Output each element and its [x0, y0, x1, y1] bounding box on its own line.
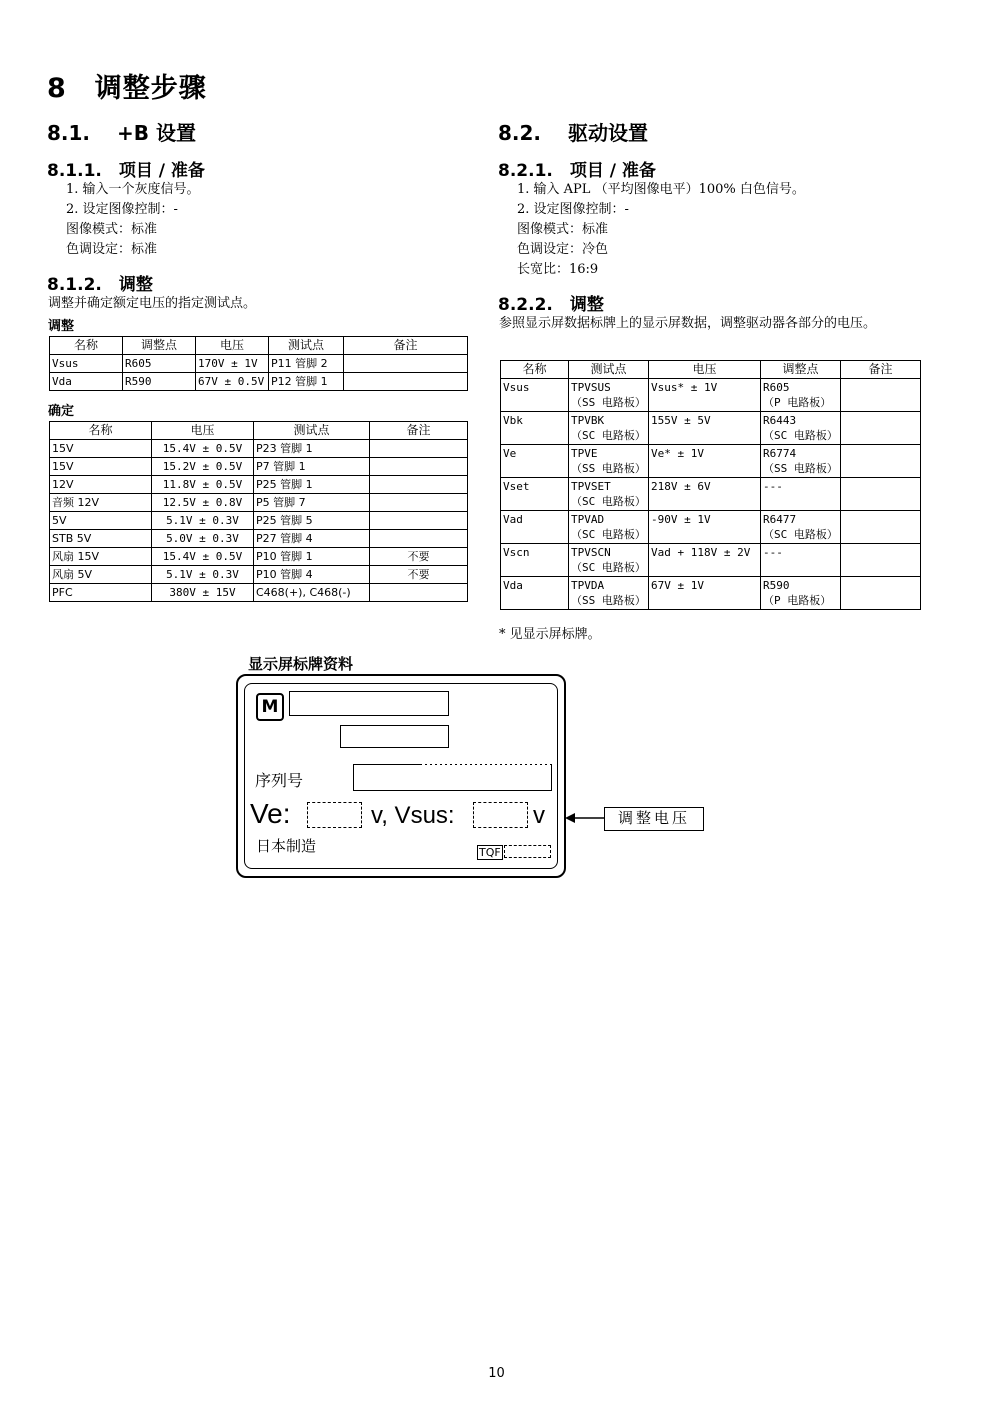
table-row	[501, 544, 921, 577]
serial-label: 序列号	[255, 771, 304, 790]
table-cell: Vscn	[501, 544, 569, 577]
table-header: 备注	[344, 337, 468, 355]
table-header: 测试点	[254, 422, 370, 440]
table-cell: 5.1V ± 0.3V	[152, 566, 254, 584]
table-cell	[370, 494, 468, 512]
adjust-point: R590	[763, 579, 790, 592]
table-cell: 风扇 15V	[50, 548, 152, 566]
table-cell: Vad + 118V ± 2V	[649, 544, 761, 577]
board-note: （P 电路板）	[763, 594, 832, 607]
table-header: 备注	[370, 422, 468, 440]
arrow-left-icon	[565, 810, 607, 826]
section-description: 调整并确定额定电压的指定测试点。	[48, 296, 257, 311]
adjust-point: R6477	[763, 513, 797, 526]
table-cell: Vbk	[501, 412, 569, 445]
page-title: 8 调整步骤	[47, 73, 207, 104]
table-cell: Ve* ± 1V	[649, 445, 761, 478]
table-header-row	[50, 337, 468, 355]
table-cell: 15.4V ± 0.5V	[152, 548, 254, 566]
table-row	[50, 458, 468, 476]
nameplate-title: 显示屏标牌资料	[248, 655, 354, 673]
adjust-point: R6443	[763, 414, 797, 427]
table-row	[50, 548, 468, 566]
board-note: （SC 电路板）	[763, 528, 838, 541]
serial-box	[353, 764, 552, 791]
table-cell	[344, 355, 468, 373]
model-sub-box	[340, 725, 449, 748]
table-cell: 不要	[370, 566, 468, 584]
table-cell	[569, 511, 649, 544]
adjust-table	[49, 336, 468, 391]
table-row	[50, 373, 468, 391]
test-point: TPVSET	[571, 480, 611, 493]
table-cell: P10 管脚 1	[254, 548, 370, 566]
confirm-table	[49, 421, 468, 602]
test-point: TPVSCN	[571, 546, 611, 559]
table-cell	[569, 577, 649, 610]
table-row	[50, 512, 468, 530]
table-cell: 5V	[50, 512, 152, 530]
table-cell: 218V ± 6V	[649, 478, 761, 511]
table-row	[50, 530, 468, 548]
board-note: （SC 电路板）	[571, 495, 646, 508]
prep-list-8-2-1	[517, 180, 805, 280]
table-cell	[761, 478, 841, 511]
table-cell: P27 管脚 4	[254, 530, 370, 548]
list-item: 长宽比：16:9	[517, 262, 599, 277]
table-cell: 67V ± 0.5V	[196, 373, 269, 391]
made-in-label: 日本制造	[256, 837, 317, 855]
table-cell	[370, 584, 468, 602]
table-cell	[370, 458, 468, 476]
table-cell: R605	[123, 355, 196, 373]
table-cell	[370, 512, 468, 530]
table-cell	[761, 544, 841, 577]
table-row	[501, 577, 921, 610]
table-cell	[569, 445, 649, 478]
table-cell	[761, 445, 841, 478]
table-cell: 12V	[50, 476, 152, 494]
table-cell: Vda	[501, 577, 569, 610]
table-header: 名称	[501, 361, 569, 379]
table-header: 电压	[196, 337, 269, 355]
table-cell	[841, 544, 921, 577]
table-cell: 不要	[370, 548, 468, 566]
board-note: （SS 电路板）	[571, 594, 646, 607]
section-heading-8-1-2: 8.1.2. 调整	[47, 275, 153, 295]
table-cell	[569, 379, 649, 412]
table-cell: 音频 12V	[50, 494, 152, 512]
table-cell: 380V ± 15V	[152, 584, 254, 602]
adjust-label: 调整	[48, 319, 75, 334]
table-row	[50, 584, 468, 602]
table-cell	[344, 373, 468, 391]
table-cell	[370, 440, 468, 458]
table-row	[50, 440, 468, 458]
test-point: TPVAD	[571, 513, 605, 526]
table-cell: 5.0V ± 0.3V	[152, 530, 254, 548]
table-cell: P23 管脚 1	[254, 440, 370, 458]
table-cell	[841, 511, 921, 544]
board-note: （SC 电路板）	[571, 561, 646, 574]
table-row	[501, 412, 921, 445]
adjust-point: R605	[763, 381, 790, 394]
table-cell	[761, 511, 841, 544]
confirm-label: 确定	[48, 404, 75, 419]
table-cell: Vsus	[50, 355, 123, 373]
table-cell: P10 管脚 4	[254, 566, 370, 584]
adjust-voltage-callout: 调整电压	[604, 807, 704, 831]
table-cell	[841, 445, 921, 478]
adjust-point: ---	[763, 480, 783, 493]
test-point: TPVBK	[571, 414, 605, 427]
vsus-label: v, Vsus:	[371, 802, 455, 829]
tqf-code: TQF	[479, 846, 501, 859]
list-item: 1. 输入 APL （平均图像电平）100% 白色信号。	[517, 182, 805, 197]
list-item: 图像模式：标准	[517, 222, 609, 237]
table-cell: 风扇 5V	[50, 566, 152, 584]
table-header-row	[50, 422, 468, 440]
board-note: （SS 电路板）	[571, 396, 646, 409]
table-cell: P5 管脚 7	[254, 494, 370, 512]
table-cell: 170V ± 1V	[196, 355, 269, 373]
ve-value-box	[307, 802, 362, 828]
table-header: 电压	[649, 361, 761, 379]
table-cell: Ve	[501, 445, 569, 478]
table-header: 测试点	[269, 337, 344, 355]
section-description: 参照显示屏数据标牌上的显示屏数据，调整驱动器各部分的电压。	[499, 316, 877, 331]
list-item: 图像模式：标准	[66, 222, 158, 237]
board-note: （P 电路板）	[763, 396, 832, 409]
table-header: 电压	[152, 422, 254, 440]
table-header: 调整点	[123, 337, 196, 355]
table-cell: PFC	[50, 584, 152, 602]
drive-table	[500, 360, 921, 610]
table-cell	[370, 530, 468, 548]
table-cell: P11 管脚 2	[269, 355, 344, 373]
table-header: 名称	[50, 337, 123, 355]
table-row	[501, 511, 921, 544]
section-heading-8-2: 8.2. 驱动设置	[498, 121, 648, 145]
list-item: 1. 输入一个灰度信号。	[66, 182, 200, 197]
table-cell	[569, 544, 649, 577]
table-cell: P25 管脚 5	[254, 512, 370, 530]
board-note: （SS 电路板）	[571, 462, 646, 475]
table-cell: C468(+), C468(-)	[254, 584, 370, 602]
table-cell: 11.8V ± 0.5V	[152, 476, 254, 494]
table-header-row	[501, 361, 921, 379]
adjust-point: R6774	[763, 447, 797, 460]
section-heading-8-1: 8.1. +B 设置	[47, 121, 196, 145]
table-cell	[841, 577, 921, 610]
board-note: （SC 电路板）	[763, 429, 838, 442]
section-heading-8-2-2: 8.2.2. 调整	[498, 295, 604, 315]
board-note: （SC 电路板）	[571, 528, 646, 541]
table-cell: 155V ± 5V	[649, 412, 761, 445]
table-cell: 15V	[50, 458, 152, 476]
table-cell: Vset	[501, 478, 569, 511]
table-cell	[761, 379, 841, 412]
table-cell: Vsus* ± 1V	[649, 379, 761, 412]
table-cell: 5.1V ± 0.3V	[152, 512, 254, 530]
table-cell	[841, 478, 921, 511]
vsus-value-box	[473, 802, 528, 828]
table-row	[50, 476, 468, 494]
table-cell: 15.2V ± 0.5V	[152, 458, 254, 476]
table-cell	[370, 476, 468, 494]
table-row	[50, 566, 468, 584]
table-cell: Vsus	[501, 379, 569, 412]
table-cell: P7 管脚 1	[254, 458, 370, 476]
table-header: 名称	[50, 422, 152, 440]
table-cell: 15.4V ± 0.5V	[152, 440, 254, 458]
table-row	[501, 445, 921, 478]
test-point: TPVDA	[571, 579, 605, 592]
board-note: （SC 电路板）	[571, 429, 646, 442]
table-cell: STB 5V	[50, 530, 152, 548]
table-row	[501, 379, 921, 412]
table-header: 备注	[841, 361, 921, 379]
table-header: 调整点	[761, 361, 841, 379]
table-cell: Vda	[50, 373, 123, 391]
list-item: 2. 设定图像控制：-	[66, 202, 178, 217]
footnote: * 见显示屏标牌。	[499, 627, 601, 642]
volt-unit: v	[533, 802, 545, 829]
section-heading-8-2-1: 8.2.1. 项目 / 准备	[498, 161, 656, 181]
table-cell	[761, 412, 841, 445]
page-number: 10	[488, 1366, 505, 1381]
ve-label: Ve:	[250, 798, 291, 829]
section-heading-8-1-1: 8.1.1. 项目 / 准备	[47, 161, 205, 181]
table-row	[50, 494, 468, 512]
list-item: 2. 设定图像控制：-	[517, 202, 629, 217]
table-cell	[841, 412, 921, 445]
table-cell: P25 管脚 1	[254, 476, 370, 494]
list-item: 色调设定：冷色	[517, 242, 609, 257]
table-cell	[569, 412, 649, 445]
model-box	[289, 691, 449, 716]
tqf-value-box	[504, 845, 551, 858]
test-point: TPVE	[571, 447, 598, 460]
table-cell: R590	[123, 373, 196, 391]
table-cell	[761, 577, 841, 610]
table-cell: Vad	[501, 511, 569, 544]
table-row	[501, 478, 921, 511]
manufacturer-logo: M	[256, 693, 284, 721]
table-cell: -90V ± 1V	[649, 511, 761, 544]
table-cell: 15V	[50, 440, 152, 458]
adjust-point: ---	[763, 546, 783, 559]
table-cell	[841, 379, 921, 412]
table-header: 测试点	[569, 361, 649, 379]
prep-list-8-1-1	[66, 180, 200, 260]
table-cell: 67V ± 1V	[649, 577, 761, 610]
list-item: 色调设定：标准	[66, 242, 158, 257]
board-note: （SS 电路板）	[763, 462, 838, 475]
table-cell: P12 管脚 1	[269, 373, 344, 391]
test-point: TPVSUS	[571, 381, 611, 394]
table-cell: 12.5V ± 0.8V	[152, 494, 254, 512]
table-row	[50, 355, 468, 373]
table-cell	[569, 478, 649, 511]
